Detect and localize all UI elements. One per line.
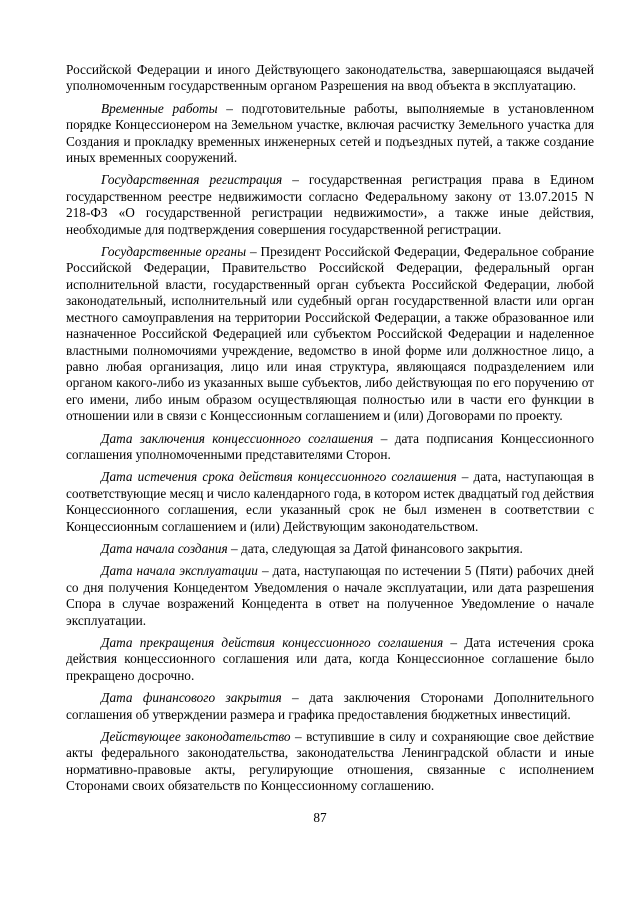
definition-text: – дата, наступающая в соответствующие месяц и число календарного года, в котором истек двадцатый год действия Концессионного соглашения, если указанный срок не был изменен в соответствии с Концессионным соглашением и (или) Действующим законодательством. — [66, 469, 594, 534]
definition-text: – дата подписания Концессионного соглашения уполномоченными представителями Сторон. — [66, 430, 594, 462]
definition-term: Дата начала создания — [101, 540, 228, 556]
definition-term: Дата финансового закрытия — [101, 690, 282, 706]
definition-term: Дата заключения концессионного соглашения — [101, 430, 374, 446]
definition-conclusion-date — [66, 431, 594, 464]
definition-term: Временные работы — [101, 100, 218, 116]
definition-text: – государственная регистрация права в Едином государственном реестре недвижимости согласно Федеральному закону от 13.07.2015 N 218-ФЗ «О государственной регистрации недвижимости», а также иные действия, необходимые для подтверждения совершения государственной регистрации. — [66, 172, 594, 237]
definition-current-legislation — [66, 729, 594, 795]
definition-termination-date — [66, 635, 594, 684]
definition-expiry-date — [66, 469, 594, 535]
definition-operation-start-date — [66, 563, 594, 629]
definition-text: – Дата истечения срока действия концессионного соглашения или дата, когда Концессионное соглашение было прекращено досрочно. — [66, 635, 594, 683]
definition-text: – дата, наступающая по истечении 5 (Пяти) рабочих дней со дня получения Концедентом Уведомления о начале эксплуатации, или дата разрешения Спора в случае возражений Концедента в ответ на полученное Уведомление о начале эксплуатации. — [66, 563, 594, 628]
document-page — [66, 62, 594, 801]
definition-state-bodies — [66, 244, 594, 424]
definition-text: – дата заключения Сторонами Дополнительного соглашения об утверждении размера и графика предоставления бюджетных инвестиций. — [66, 690, 594, 722]
definition-term: Государственная регистрация — [101, 172, 283, 188]
definition-term: Дата прекращения действия концессионного соглашения — [101, 635, 444, 650]
definition-text: – подготовительные работы, выполняемые в установленном порядке Концессионером на Земельном участке, включая расчистку Земельного участка для Создания и прокладку временных инженерных сетей и подъездных путей, а также создание иных временных сооружений. — [66, 100, 594, 166]
definition-term: Дата начала эксплуатации — [101, 563, 258, 579]
continuation-paragraph: Российской Федерации и иного Действующего законодательства, завершающаяся выдачей уполномоченным государственным органом Разрешения на ввод объекта в эксплуатацию. — [66, 62, 594, 94]
definition-term: Дата истечения срока действия концессионного соглашения — [101, 469, 457, 485]
definition-temporary-works — [66, 101, 594, 167]
definition-term: Государственные органы — [101, 244, 247, 260]
page-number: 87 — [313, 810, 327, 825]
definition-financial-close-date — [66, 690, 594, 723]
definition-state-registration — [66, 172, 594, 238]
definition-creation-start-date — [66, 541, 594, 557]
definition-term: Действующее законодательство — [101, 729, 291, 745]
definition-text: – дата, следующая за Датой финансового закрытия. — [227, 540, 523, 556]
definition-text: – Президент Российской Федерации, Федеральное собрание Российской Федерации, Правительство Российской Федерации, федеральный орган исполнительной власти, государственный орган субъекта Российской Федерации, любой законодательный, исполнительный или судебный орган государственной власти или орган местного самоуправления на территории Российской Федерации, а также образованное или назначенное Российской Федерацией или субъектом Российской Федерации и наделенное властными полномочиями учреждение, ведомство в иной форме или должностное лицо, а равно любая организация, лицо или иная структура, являющаяся подразделением или органом какого-либо из указанных выше субъектов, либо действующая по его поручению от его имени, либо иным образом осуществляющая полностью или в части его функции в отношении или в связи с Концессионным соглашением и (или) Договорами по проекту. — [66, 244, 594, 424]
definition-text: – вступившие в силу и сохраняющие свое действие акты федерального законодательства, законодательства Ленинградской области и иные нормативно-правовые акты, регулирующие отношения, связанные с исполнением Сторонами своих обязательств по Концессионному соглашению. — [66, 729, 594, 794]
